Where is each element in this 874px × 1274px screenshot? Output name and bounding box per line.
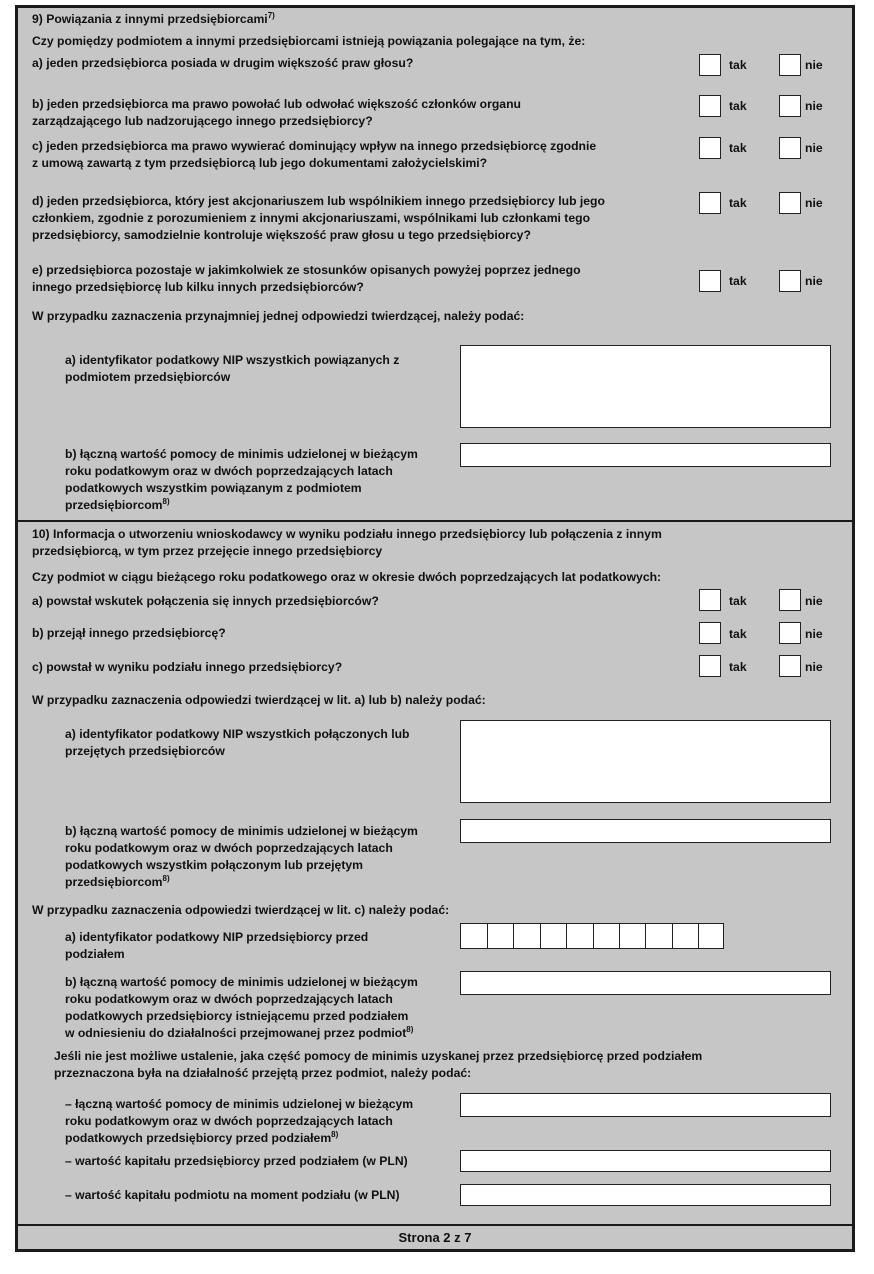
s10-unknown-note: Jeśli nie jest możliwe ustalenie, jaka część pomocy de minimis uzyskanej przez przedsiębiorcę przed podziałem przeznaczona była na działalność przejętą przez podmiot, należy podać:: [54, 1049, 703, 1080]
s10-c-yes-label: tak: [729, 660, 747, 674]
s9-e-no-label: nie: [805, 274, 823, 288]
s9-item-b: b) jeden przedsiębiorca ma prawo powołać lub odwołać większość członków organu zarządzającego lub nadzorującego innego przedsiębiorcy?: [32, 97, 521, 128]
nip-cell-divider: [540, 924, 541, 948]
s10-capital-before-label: – wartość kapitału przedsiębiorcy przed podziałem (w PLN): [65, 1154, 408, 1168]
s10-c-no-checkbox[interactable]: [779, 655, 801, 677]
s9-e-yes-label: tak: [729, 274, 747, 288]
s9-field-a-label: a) identyfikator podatkowy NIP wszystkich powiązanych z podmiotem przedsiębiorców: [65, 353, 400, 384]
s9-c-yes-checkbox[interactable]: [699, 137, 721, 159]
s9-b-yes-checkbox[interactable]: [699, 95, 721, 117]
s10-c-field-a-label: a) identyfikator podatkowy NIP przedsiębiorcy przed podziałem: [65, 930, 369, 961]
s10-a-no-label: nie: [805, 594, 823, 608]
s10-c-field-b-label: b) łączną wartość pomocy de minimis udzielonej w bieżącym roku podatkowym oraz w dwóch poprzedzających latach podatkowych przedsiębiorcy istniejącemu przed podziałem w odniesieniu do działalności przejmowanej przez podmiot$^{8)}$: [65, 975, 418, 1040]
s9-d-yes-label: tak: [729, 196, 747, 210]
s9-field-b-label: b) łączną wartość pomocy de minimis udzielonej w bieżącym roku podatkowym oraz w dwóch poprzedzających latach podatkowych wszystkim powiązanym z podmiotem przedsiębiorcom$^{8)}$: [65, 447, 418, 512]
s9-item-c: c) jeden przedsiębiorca ma prawo wywierać dominujący wpływ na innego przedsiębiorcę zgodnie z umową zawartą z tym przedsiębiorcą lub jego dokumentami założycielskimi?: [32, 139, 597, 170]
s10-dash-total-label: – łączną wartość pomocy de minimis udzielonej w bieżącym roku podatkowym oraz w dwóch poprzedzających latach podatkowych przedsiębiorcy przed podziałem$^{8)}$: [65, 1097, 414, 1145]
nip-cell-divider: [593, 924, 594, 948]
nip-cell-divider: [487, 924, 488, 948]
s10-b-no-label: nie: [805, 627, 823, 641]
s10-b-yes-checkbox[interactable]: [699, 622, 721, 644]
s9-a-no-label: nie: [805, 58, 823, 72]
s9-d-no-label: nie: [805, 196, 823, 210]
s10-item-b: b) przejął innego przedsiębiorcę?: [32, 626, 226, 640]
s9-item-e: e) przedsiębiorca pozostaje w jakimkolwiek ze stosunków opisanych powyżej poprzez jednego innego przedsiębiorcę lub kilku innych przedsiębiorców?: [32, 263, 581, 294]
nip-cell-divider: [513, 924, 514, 948]
s9-a-no-checkbox[interactable]: [779, 54, 801, 76]
s10-a-yes-label: tak: [729, 594, 747, 608]
s10-c-no-label: nie: [805, 660, 823, 674]
s9-b-no-checkbox[interactable]: [779, 95, 801, 117]
s10-a-yes-checkbox[interactable]: [699, 589, 721, 611]
s10-ab-nip-textarea[interactable]: [460, 720, 831, 803]
s10-a-no-checkbox[interactable]: [779, 589, 801, 611]
s10-b-no-checkbox[interactable]: [779, 622, 801, 644]
s9-a-yes-label: tak: [729, 58, 747, 72]
nip-cell-divider: [619, 924, 620, 948]
s10-ab-field-b-label: b) łączną wartość pomocy de minimis udzielonej w bieżącym roku podatkowym oraz w dwóch poprzedzających latach podatkowych wszystkim połączonym lub przejętym przedsiębiorcom$^{8)}$: [65, 824, 418, 889]
s10-c-total-aid-input[interactable]: [460, 971, 831, 995]
s10-c-yes-checkbox[interactable]: [699, 655, 721, 677]
nip-cell-divider: [566, 924, 567, 948]
s9-c-yes-label: tak: [729, 141, 747, 155]
s9-e-yes-checkbox[interactable]: [699, 270, 721, 292]
s10-dash-total-input[interactable]: [460, 1093, 831, 1117]
nip-cell-divider: [672, 924, 673, 948]
s10-c-nip-input[interactable]: [460, 923, 724, 949]
page-footer: Strona 2 z 7: [18, 1224, 852, 1249]
s9-b-no-label: nie: [805, 99, 823, 113]
s10-capital-after-label: – wartość kapitału podmiotu na moment podziału (w PLN): [65, 1188, 400, 1202]
s9-if-yes: W przypadku zaznaczenia przynajmniej jednej odpowiedzi twierdzącej, należy podać:: [32, 309, 525, 323]
section9-question: Czy pomiędzy podmiotem a innymi przedsiębiorcami istnieją powiązania polegające na tym, że:: [32, 34, 586, 48]
section9-title: 9) Powiązania z innymi przedsiębiorcami$^{7)}$: [32, 10, 275, 26]
s9-nip-textarea[interactable]: [460, 345, 831, 428]
s9-c-no-checkbox[interactable]: [779, 137, 801, 159]
s10-ab-field-a-label: a) identyfikator podatkowy NIP wszystkich połączonych lub przejętych przedsiębiorców: [65, 727, 410, 758]
s10-capital-before-input[interactable]: [460, 1150, 831, 1172]
s9-total-aid-input[interactable]: [460, 443, 831, 467]
s10-if-ab: W przypadku zaznaczenia odpowiedzi twierdzącej w lit. a) lub b) należy podać:: [32, 693, 486, 707]
nip-cell-divider: [645, 924, 646, 948]
section10-title: 10) Informacja o utworzeniu wnioskodawcy w wyniku podziału innego przedsiębiorcy lub połączenia z innym przedsiębiorcą, w tym przez przejęcie innego przedsiębiorcy: [32, 527, 662, 558]
s9-item-a: a) jeden przedsiębiorca posiada w drugim większość praw głosu?: [32, 56, 414, 70]
s9-b-yes-label: tak: [729, 99, 747, 113]
s10-if-c: W przypadku zaznaczenia odpowiedzi twierdzącej w lit. c) należy podać:: [32, 903, 450, 917]
s9-c-no-label: nie: [805, 141, 823, 155]
section-divider: [18, 520, 852, 522]
nip-cell-divider: [698, 924, 699, 948]
s9-item-d: d) jeden przedsiębiorca, który jest akcjonariuszem lub wspólnikiem innego przedsiębiorcy lub jego członkiem, zgodnie z porozumieniem z innymi akcjonariuszami, wspólnikami lub członkami tego przedsiębiorcy, samodzielnie kontroluje większość praw głosu u tego przedsiębiorcy?: [32, 194, 605, 242]
s9-d-yes-checkbox[interactable]: [699, 192, 721, 214]
s9-e-no-checkbox[interactable]: [779, 270, 801, 292]
s10-b-yes-label: tak: [729, 627, 747, 641]
s9-a-yes-checkbox[interactable]: [699, 54, 721, 76]
form-page: [15, 5, 855, 1252]
s10-ab-total-aid-input[interactable]: [460, 819, 831, 843]
s9-d-no-checkbox[interactable]: [779, 192, 801, 214]
s10-capital-after-input[interactable]: [460, 1184, 831, 1206]
section10-question: Czy podmiot w ciągu bieżącego roku podatkowego oraz w okresie dwóch poprzedzających lat podatkowych:: [32, 570, 662, 584]
s10-item-a: a) powstał wskutek połączenia się innych przedsiębiorców?: [32, 594, 379, 608]
s10-item-c: c) powstał w wyniku podziału innego przedsiębiorcy?: [32, 660, 343, 674]
